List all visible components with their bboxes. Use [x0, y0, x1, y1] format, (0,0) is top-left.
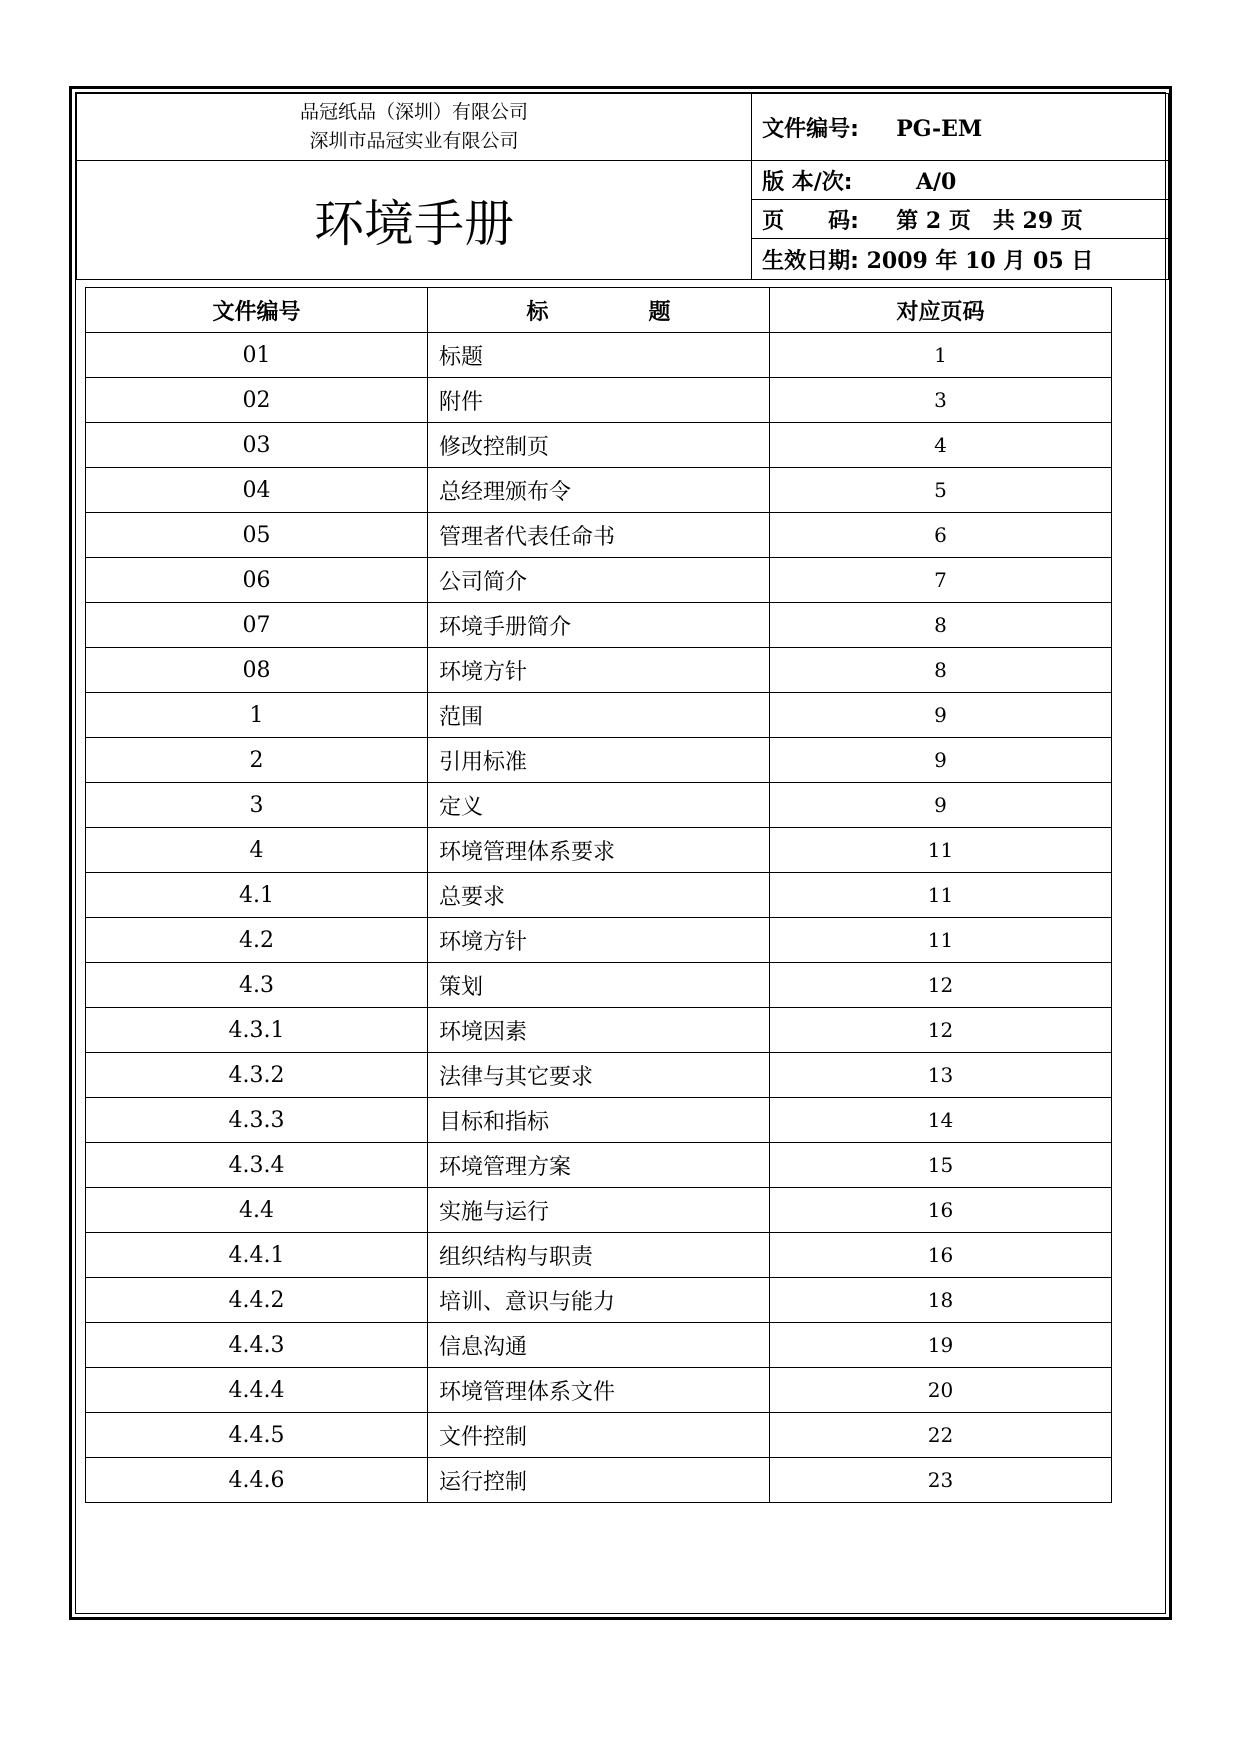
toc-row-page: 11	[770, 873, 1112, 918]
effective-label: 生效日期:	[762, 248, 859, 274]
toc-row-page: 3	[770, 378, 1112, 423]
toc-row-code: 03	[86, 423, 428, 468]
toc-row	[86, 378, 1112, 423]
toc-row	[86, 1098, 1112, 1143]
toc-row-page: 16	[770, 1233, 1112, 1278]
page-value: 第 2 页 共 29 页	[896, 207, 1083, 234]
toc-row	[86, 468, 1112, 513]
toc-row-title: 标题	[428, 333, 770, 378]
toc-row-code: 4.4.2	[86, 1278, 428, 1323]
toc-row-code: 07	[86, 603, 428, 648]
toc-row-title: 环境方针	[428, 648, 770, 693]
toc-row-title: 环境管理体系文件	[428, 1368, 770, 1413]
toc-row-page: 7	[770, 558, 1112, 603]
toc-row-title: 培训、意识与能力	[428, 1278, 770, 1323]
toc-row-code: 3	[86, 783, 428, 828]
toc-row	[86, 1188, 1112, 1233]
toc-row-page: 9	[770, 738, 1112, 783]
toc-row	[86, 423, 1112, 468]
toc-row-code: 4.4.4	[86, 1368, 428, 1413]
version-label: 版 本/次:	[762, 169, 853, 195]
toc-row-code: 1	[86, 693, 428, 738]
toc-row-page: 12	[770, 963, 1112, 1008]
toc-row	[86, 783, 1112, 828]
toc-row-code: 4.3.2	[86, 1053, 428, 1098]
toc-row	[86, 603, 1112, 648]
toc-row-code: 2	[86, 738, 428, 783]
toc-row-page: 4	[770, 423, 1112, 468]
toc-row-page: 8	[770, 603, 1112, 648]
toc-row-page: 6	[770, 513, 1112, 558]
toc-row-title: 实施与运行	[428, 1188, 770, 1233]
toc-row-code: 06	[86, 558, 428, 603]
page-info	[752, 200, 1169, 239]
toc-row-code: 4.3	[86, 963, 428, 1008]
toc-row-code: 4.4.5	[86, 1413, 428, 1458]
toc-row-title: 范围	[428, 693, 770, 738]
doc-number-label: 文件编号:	[762, 116, 859, 142]
toc-col-title-2: 题	[648, 299, 671, 325]
toc-row-title: 环境管理体系要求	[428, 828, 770, 873]
toc-row-title: 环境管理方案	[428, 1143, 770, 1188]
toc-row-page: 9	[770, 783, 1112, 828]
toc-row-page: 20	[770, 1368, 1112, 1413]
toc-row	[86, 918, 1112, 963]
document-frame	[69, 86, 1172, 1620]
toc-row-page: 19	[770, 1323, 1112, 1368]
toc-row	[86, 333, 1112, 378]
toc-row-code: 4.4.6	[86, 1458, 428, 1503]
toc-col-code: 文件编号	[86, 288, 428, 333]
toc-row-code: 4.1	[86, 873, 428, 918]
toc-row-code: 02	[86, 378, 428, 423]
toc-row-code: 05	[86, 513, 428, 558]
toc-row	[86, 1458, 1112, 1503]
toc-row-page: 1	[770, 333, 1112, 378]
toc-row-code: 01	[86, 333, 428, 378]
toc-row-page: 12	[770, 1008, 1112, 1053]
toc-row-page: 23	[770, 1458, 1112, 1503]
toc-row-title: 运行控制	[428, 1458, 770, 1503]
toc-row-page: 18	[770, 1278, 1112, 1323]
toc-row	[86, 513, 1112, 558]
toc-row-code: 08	[86, 648, 428, 693]
toc-row	[86, 558, 1112, 603]
toc-row-code: 4.3.3	[86, 1098, 428, 1143]
document-inner-frame	[75, 92, 1166, 1614]
toc-row-title: 引用标准	[428, 738, 770, 783]
toc-row-page: 16	[770, 1188, 1112, 1233]
toc-row	[86, 648, 1112, 693]
toc-row-title: 组织结构与职责	[428, 1233, 770, 1278]
toc-row	[86, 1368, 1112, 1413]
toc-row-page: 9	[770, 693, 1112, 738]
toc-row-title: 总经理颁布令	[428, 468, 770, 513]
toc-row-code: 4.4.1	[86, 1233, 428, 1278]
doc-number	[752, 94, 1169, 161]
effective-date	[752, 239, 1169, 280]
toc-row-page: 11	[770, 828, 1112, 873]
toc-row-page: 15	[770, 1143, 1112, 1188]
toc-row-title: 总要求	[428, 873, 770, 918]
toc-row-title: 环境方针	[428, 918, 770, 963]
toc-row-page: 5	[770, 468, 1112, 513]
toc-col-page: 对应页码	[770, 288, 1112, 333]
version-value: A/0	[915, 168, 957, 195]
toc-row-page: 14	[770, 1098, 1112, 1143]
toc-row-title: 修改控制页	[428, 423, 770, 468]
toc-row-title: 附件	[428, 378, 770, 423]
company-names	[77, 94, 752, 161]
toc-row	[86, 1323, 1112, 1368]
toc-row-code: 4.4.3	[86, 1323, 428, 1368]
toc-row	[86, 1053, 1112, 1098]
toc-row-code: 4.2	[86, 918, 428, 963]
toc-row-title: 信息沟通	[428, 1323, 770, 1368]
version	[752, 161, 1169, 200]
toc-row-page: 8	[770, 648, 1112, 693]
toc-row-code: 4.3.4	[86, 1143, 428, 1188]
page-label: 页 码:	[762, 208, 859, 234]
toc-row	[86, 1233, 1112, 1278]
toc-row	[86, 738, 1112, 783]
toc-row	[86, 963, 1112, 1008]
toc-row	[86, 1278, 1112, 1323]
toc-row-title: 法律与其它要求	[428, 1053, 770, 1098]
toc-row	[86, 873, 1112, 918]
doc-number-value: PG-EM	[896, 115, 983, 142]
toc-row-code: 04	[86, 468, 428, 513]
toc-row-title: 公司简介	[428, 558, 770, 603]
toc-row-title: 定义	[428, 783, 770, 828]
toc-row-title: 目标和指标	[428, 1098, 770, 1143]
toc-row	[86, 693, 1112, 738]
toc-row-title: 环境因素	[428, 1008, 770, 1053]
toc-col-title	[428, 288, 770, 333]
document-header	[76, 93, 1169, 280]
toc-row-page: 22	[770, 1413, 1112, 1458]
toc-row-title: 策划	[428, 963, 770, 1008]
toc-body	[86, 333, 1112, 1503]
toc-header-row	[86, 288, 1112, 333]
toc-row	[86, 1413, 1112, 1458]
effective-value: 2009 年 10 月 05 日	[866, 247, 1094, 274]
toc-row-code: 4.3.1	[86, 1008, 428, 1053]
toc-row-title: 环境手册简介	[428, 603, 770, 648]
company-name-sz: 深圳市品冠实业有限公司	[309, 130, 519, 152]
toc-row-code: 4.4	[86, 1188, 428, 1233]
toc-row-code: 4	[86, 828, 428, 873]
toc-row	[86, 1143, 1112, 1188]
toc-row-title: 文件控制	[428, 1413, 770, 1458]
toc-row	[86, 828, 1112, 873]
toc-col-title-1: 标	[526, 299, 549, 325]
company-name-cn: 品冠纸品（深圳）有限公司	[300, 101, 529, 123]
toc-row-title: 管理者代表任命书	[428, 513, 770, 558]
toc-table	[85, 287, 1112, 1503]
toc-row-page: 11	[770, 918, 1112, 963]
toc-row-page: 13	[770, 1053, 1112, 1098]
toc-row	[86, 1008, 1112, 1053]
doc-title: 环境手册	[77, 161, 752, 280]
